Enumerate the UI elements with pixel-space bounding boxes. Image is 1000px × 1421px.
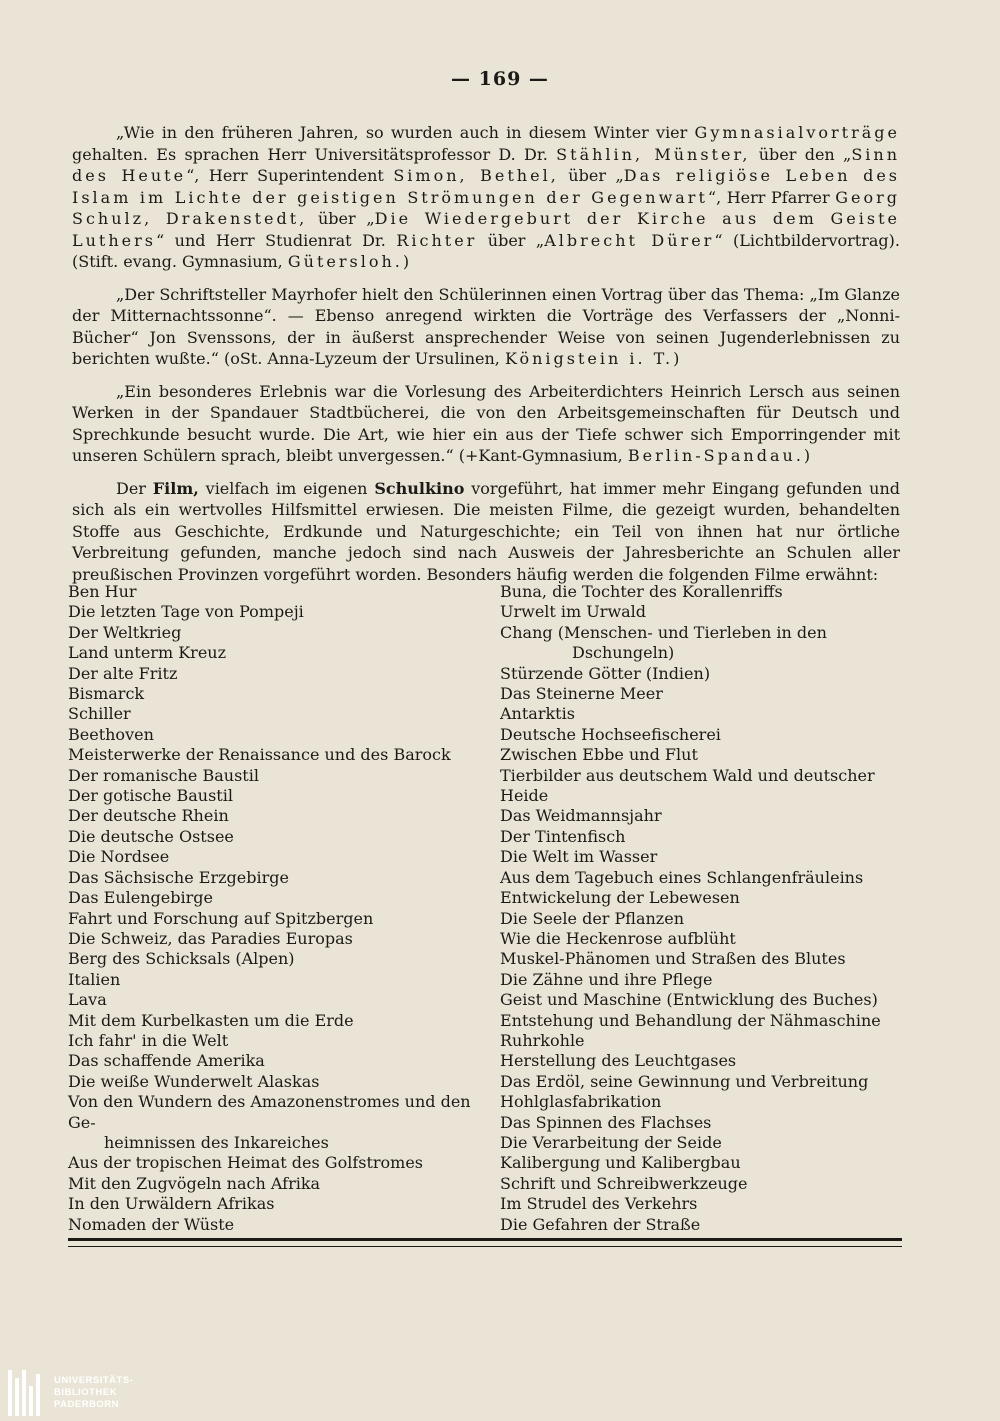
film-title-text: Von den Wundern des Amazonenstromes und den Ge- bbox=[68, 1092, 471, 1132]
paragraph-lersch bbox=[72, 381, 900, 467]
film-title bbox=[68, 970, 500, 990]
film-title bbox=[68, 602, 500, 622]
film-title bbox=[68, 1215, 500, 1235]
film-title-text: Im Strudel des Verkehrs bbox=[500, 1194, 698, 1214]
film-title-text: Stürzende Götter (Indien) bbox=[500, 663, 711, 683]
spaced-text: Simon, Bethel, bbox=[393, 166, 559, 185]
paragraph-film bbox=[72, 478, 900, 586]
library-logo-icon bbox=[8, 1370, 46, 1416]
paragraph-gymnasialvortraege bbox=[72, 122, 900, 273]
film-title-text: Aus der tropischen Heimat des Golfstromes bbox=[68, 1153, 424, 1173]
spaced-text: Das religiöse Leben des Islam im Lichte der geistigen Strömungen der Gegenwart bbox=[72, 166, 901, 207]
film-title-text: Italien bbox=[68, 969, 121, 989]
film-title-text: Kalibergung und Kalibergbau bbox=[500, 1153, 741, 1173]
spaced-text: Albrecht Dürer bbox=[544, 230, 715, 250]
film-title-text: Nomaden der Wüste bbox=[68, 1214, 235, 1234]
film-title bbox=[68, 704, 500, 724]
film-title-continuation: Dschungeln) bbox=[572, 643, 675, 663]
text-run: “ (Lichtbildervortrag). (Stift. evang. Gymnasium, bbox=[72, 230, 900, 271]
film-title bbox=[500, 847, 900, 867]
film-title-text: Schrift und Schreibwerkzeuge bbox=[500, 1173, 748, 1193]
film-title bbox=[68, 1072, 500, 1092]
film-title-text: Antarktis bbox=[500, 704, 575, 724]
film-title bbox=[500, 1174, 900, 1194]
film-title bbox=[500, 766, 900, 807]
film-title bbox=[68, 582, 500, 602]
film-title bbox=[68, 1092, 500, 1153]
text-run: „Der Schriftsteller Mayrhofer hielt den Schülerinnen einen Vortrag über das Thema: „Im Glanze der Mitternachtssonne“. — Ebenso anregend wirkten die Vorträge des Verfassers der „Nonni-Bücher“ Jon Svenssons, der in äußerst ansprechender Weise von seinen Jugenderlebnissen zu berichten wußte.“ (oSt. Anna-Lyzeum der Ursulinen, bbox=[72, 284, 900, 368]
body-text bbox=[72, 122, 900, 596]
spaced-text: Königstein i. T. bbox=[504, 349, 674, 368]
film-title-text: Fahrt und Forschung auf Spitzbergen bbox=[68, 908, 374, 928]
film-title-text: Entwickelung der Lebewesen bbox=[500, 888, 740, 908]
film-title bbox=[68, 786, 500, 806]
film-title bbox=[500, 1113, 900, 1133]
bold-text: Film, bbox=[152, 478, 199, 498]
film-title bbox=[68, 929, 500, 949]
film-title bbox=[68, 1194, 500, 1214]
film-title bbox=[500, 909, 900, 929]
film-title bbox=[500, 1072, 900, 1092]
film-title-text: Wie die Heckenrose aufblüht bbox=[500, 928, 736, 948]
film-title bbox=[68, 1174, 500, 1194]
film-title-text: Geist und Maschine (Entwicklung des Buches) bbox=[500, 990, 878, 1010]
film-list bbox=[68, 582, 900, 1235]
film-title-text: Hohlglasfabrikation bbox=[500, 1092, 662, 1112]
text-run: „Wie in den früheren Jahren, so wurden auch in diesem Winter vier bbox=[116, 123, 695, 142]
footer-rule-thin bbox=[68, 1246, 902, 1247]
text-run: “, Herr Superintendent bbox=[186, 166, 394, 185]
film-title-text: Die Welt im Wasser bbox=[500, 847, 658, 867]
film-title-text: Urwelt im Urwald bbox=[500, 602, 647, 622]
spaced-text: Gymnasialvorträge bbox=[694, 123, 900, 142]
film-title bbox=[500, 664, 900, 684]
paragraph-mayrhofer bbox=[72, 284, 900, 370]
text-run: vorgeführt, hat immer mehr Eingang gefunden und sich als ein wertvolles Hilfsmittel erwiesen. Die meisten Filme, die gezeigt wurden, behandelten Stoffe aus Geschichte, Erdkunde und Naturgeschichte; ein Teil von ihnen hat nur örtliche Verbreitung gefunden, manche jedoch sind nach Ausweis der Jahresberichte an Schulen aller preußischen Provinzen vorgeführt worden. Besonders häufig werden die folgenden Filme erwähnt: bbox=[72, 478, 901, 584]
spaced-text: Richter bbox=[396, 230, 478, 250]
film-title bbox=[500, 725, 900, 745]
film-title bbox=[500, 970, 900, 990]
film-title bbox=[500, 888, 900, 908]
film-title-text: Der gotische Baustil bbox=[68, 786, 233, 806]
film-title bbox=[500, 1153, 900, 1173]
film-title bbox=[68, 1011, 500, 1031]
film-title-text: Mit den Zugvögeln nach Afrika bbox=[68, 1173, 321, 1193]
film-title bbox=[500, 1011, 900, 1031]
film-title-text: Das Weidmannsjahr bbox=[500, 806, 662, 826]
film-title bbox=[68, 990, 500, 1010]
film-title bbox=[68, 623, 500, 643]
film-title bbox=[68, 1051, 500, 1071]
spaced-text: Stählin, Münster, bbox=[556, 144, 751, 164]
film-title-text: Das Spinnen des Flachses bbox=[500, 1112, 712, 1132]
film-title bbox=[68, 725, 500, 745]
film-title bbox=[500, 582, 900, 602]
film-title bbox=[500, 623, 900, 664]
film-title bbox=[500, 1051, 900, 1071]
film-title bbox=[68, 949, 500, 969]
film-title bbox=[500, 1133, 900, 1153]
film-title bbox=[68, 909, 500, 929]
film-title bbox=[500, 745, 900, 765]
film-title-text: Das Erdöl, seine Gewinnung und Verbreitung bbox=[500, 1071, 869, 1091]
film-list-left-column bbox=[68, 582, 500, 1235]
film-title-text: Meisterwerke der Renaissance und des Barock bbox=[68, 745, 451, 765]
film-title-text: Das schaffende Amerika bbox=[68, 1051, 265, 1071]
page-number: — 169 — bbox=[451, 68, 549, 90]
film-title-text: Ruhrkohle bbox=[500, 1030, 585, 1050]
film-title-text: Die deutsche Ostsee bbox=[68, 826, 234, 846]
film-title-text: Zwischen Ebbe und Flut bbox=[500, 745, 698, 765]
footer-rule-thick bbox=[68, 1238, 902, 1241]
film-title-text: Deutsche Hochseefischerei bbox=[500, 724, 721, 744]
text-run: über „ bbox=[307, 209, 375, 228]
spaced-text: Berlin-Spandau. bbox=[627, 446, 804, 465]
film-title-text: Die Gefahren der Straße bbox=[500, 1214, 701, 1234]
film-title bbox=[68, 766, 500, 786]
film-title-text: Entstehung und Behandlung der Nähmaschine bbox=[500, 1010, 881, 1030]
film-title-text: Bismarck bbox=[68, 684, 145, 704]
film-title bbox=[68, 684, 500, 704]
film-title-text: Das Eulengebirge bbox=[68, 888, 213, 908]
spaced-text: Sinn des Heute bbox=[72, 144, 900, 185]
film-title bbox=[500, 868, 900, 888]
film-title bbox=[500, 827, 900, 847]
film-title-continuation: heimnissen des Inkareiches bbox=[104, 1132, 329, 1152]
film-title bbox=[68, 888, 500, 908]
film-title-text: Tierbilder aus deutschem Wald und deutscher Heide bbox=[500, 765, 875, 806]
film-title bbox=[500, 704, 900, 724]
film-title bbox=[68, 643, 500, 663]
film-title-text: Die Zähne und ihre Pflege bbox=[500, 969, 713, 989]
film-title bbox=[68, 806, 500, 826]
logo-line: UNIVERSITÄTS- bbox=[54, 1375, 134, 1386]
film-title-text: In den Urwäldern Afrikas bbox=[68, 1194, 275, 1214]
library-logo bbox=[8, 1368, 148, 1418]
film-title bbox=[500, 1092, 900, 1112]
text-run: ) bbox=[803, 446, 811, 465]
film-title-text: Der deutsche Rhein bbox=[68, 806, 229, 826]
film-title bbox=[500, 1215, 900, 1235]
film-title bbox=[500, 1031, 900, 1051]
text-run: “ und Herr Studienrat Dr. bbox=[156, 230, 397, 250]
film-title-text: Herstellung des Leuchtgases bbox=[500, 1051, 737, 1071]
film-title-text: Das Steinerne Meer bbox=[500, 684, 663, 704]
film-title-text: Mit dem Kurbelkasten um die Erde bbox=[68, 1010, 354, 1030]
film-list-right-column bbox=[500, 582, 900, 1235]
film-title-text: Muskel-Phänomen und Straßen des Blutes bbox=[500, 949, 846, 969]
film-title-text: Der Tintenfisch bbox=[500, 826, 626, 846]
text-run: über „ bbox=[477, 230, 545, 250]
film-title-text: Die Nordsee bbox=[68, 847, 170, 867]
film-title bbox=[68, 847, 500, 867]
text-run: gehalten. Es sprachen Herr Universitätsprofessor D. Dr. bbox=[72, 144, 557, 164]
text-run: vielfach im eigenen bbox=[198, 478, 375, 498]
film-title-text: Die Verarbeitung der Seide bbox=[500, 1132, 722, 1152]
film-title-text: Ben Hur bbox=[68, 582, 137, 601]
film-title-text: Die weiße Wunderwelt Alaskas bbox=[68, 1071, 320, 1091]
text-run: ) bbox=[402, 252, 410, 271]
film-title bbox=[68, 1153, 500, 1173]
film-title bbox=[500, 1194, 900, 1214]
bold-text: Schulkino bbox=[374, 478, 465, 498]
spaced-text: Die Wiedergeburt der Kirche aus dem Geiste Luthers bbox=[72, 209, 900, 250]
film-title-text: Beethoven bbox=[68, 724, 154, 744]
text-run: „Ein besonderes Erlebnis war die Vorlesung des Arbeiterdichters Heinrich Lersch aus seinen Werken in der Spandauer Stadtbücherei, die von den Arbeitsgemeinschaften für Deutsch und Sprechkunde besucht wurde. Die Art, wie hier ein aus der Tiefe schwer sich Emporringender mit unseren Schülern sprach, bleibt unvergessen.“ (+Kant-Gymnasium, bbox=[72, 381, 900, 465]
film-title bbox=[500, 990, 900, 1010]
film-title-text: Der romanische Baustil bbox=[68, 765, 259, 785]
film-title bbox=[500, 949, 900, 969]
film-title-text: Aus dem Tagebuch eines Schlangenfräuleins bbox=[500, 867, 864, 887]
film-title bbox=[68, 1031, 500, 1051]
spaced-text: Georg Schulz, Drakenstedt, bbox=[72, 187, 900, 228]
film-title-text: Das Sächsische Erzgebirge bbox=[68, 867, 289, 887]
film-title-text: Der alte Fritz bbox=[68, 663, 178, 683]
film-title-text: Buna, die Tochter des Korallenriffs bbox=[500, 582, 783, 601]
film-title-text: Schiller bbox=[68, 704, 131, 724]
text-run: über „ bbox=[558, 166, 624, 185]
film-title-text: Ich fahr' in die Welt bbox=[68, 1030, 229, 1050]
film-title bbox=[500, 929, 900, 949]
film-title bbox=[68, 868, 500, 888]
text-run: über den „ bbox=[750, 144, 852, 164]
logo-line: BIBLIOTHEK bbox=[54, 1387, 118, 1398]
film-title bbox=[68, 827, 500, 847]
text-run: ) bbox=[673, 349, 680, 368]
film-title bbox=[68, 664, 500, 684]
film-title bbox=[500, 684, 900, 704]
film-title bbox=[68, 745, 500, 765]
film-title-text: Berg des Schicksals (Alpen) bbox=[68, 949, 295, 969]
text-run: “, Herr Pfarrer bbox=[707, 187, 836, 207]
film-title-text: Land unterm Kreuz bbox=[68, 643, 227, 663]
text-run: Der bbox=[116, 478, 153, 498]
film-title-text: Lava bbox=[68, 990, 107, 1010]
film-title bbox=[500, 602, 900, 622]
library-logo-text bbox=[54, 1375, 133, 1411]
film-title bbox=[500, 806, 900, 826]
film-title-text: Der Weltkrieg bbox=[68, 622, 182, 642]
film-title-text: Die letzten Tage von Pompeji bbox=[68, 602, 304, 622]
film-title-text: Die Seele der Pflanzen bbox=[500, 908, 684, 928]
film-title-text: Chang (Menschen- und Tierleben in den bbox=[500, 622, 827, 642]
logo-line: PADERBORN bbox=[54, 1399, 120, 1410]
spaced-text: Gütersloh. bbox=[287, 252, 403, 271]
film-title-text: Die Schweiz, das Paradies Europas bbox=[68, 928, 353, 948]
